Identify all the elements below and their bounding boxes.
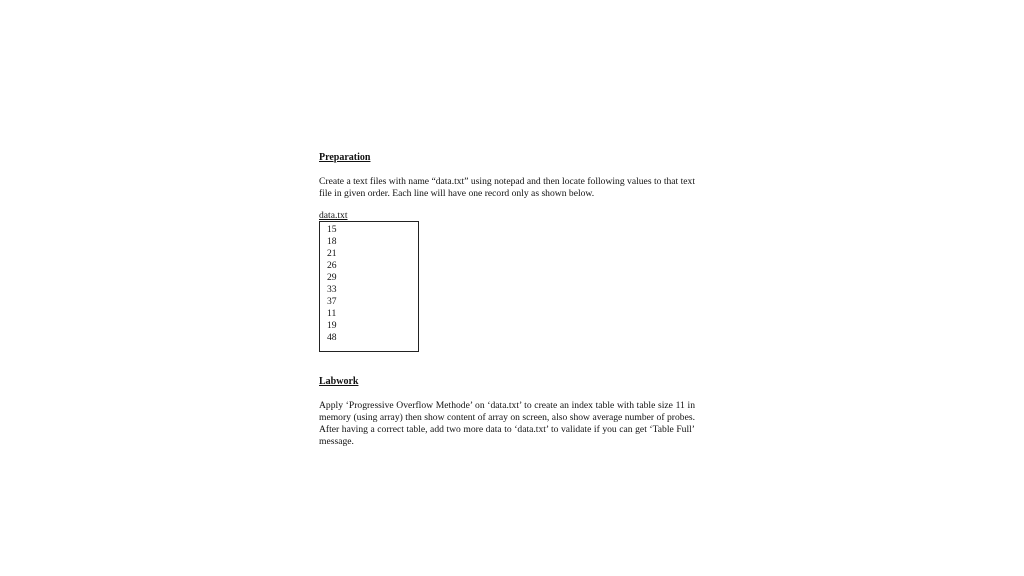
data-line: 19 (327, 320, 337, 331)
data-line: 26 (327, 260, 337, 271)
data-line: 11 (327, 308, 337, 319)
data-line: 33 (327, 284, 337, 295)
data-line: 29 (327, 272, 337, 283)
data-line: 37 (327, 296, 337, 307)
data-file-label: data.txt (319, 210, 348, 221)
preparation-heading: Preparation (319, 152, 371, 163)
data-line: 18 (327, 236, 337, 247)
preparation-text: Create a text files with name “data.txt” using notepad and then locate following values to that text file in given order. Each line will have one record only as shown below. (319, 176, 695, 199)
labwork-heading: Labwork (319, 376, 359, 387)
document-page (319, 152, 695, 448)
data-file-box (319, 221, 419, 352)
data-line: 15 (327, 224, 337, 235)
data-line: 21 (327, 248, 337, 259)
data-line: 48 (327, 332, 337, 343)
labwork-text: Apply ‘Progressive Overflow Methode’ on ‘data.txt’ to create an index table with table size 11 in memory (using array) then show content of array on screen, also show average number of probes. After having a correct table, add two more data to ‘data.txt’ to validate if you can get ‘Table Full’ message. (319, 400, 695, 447)
